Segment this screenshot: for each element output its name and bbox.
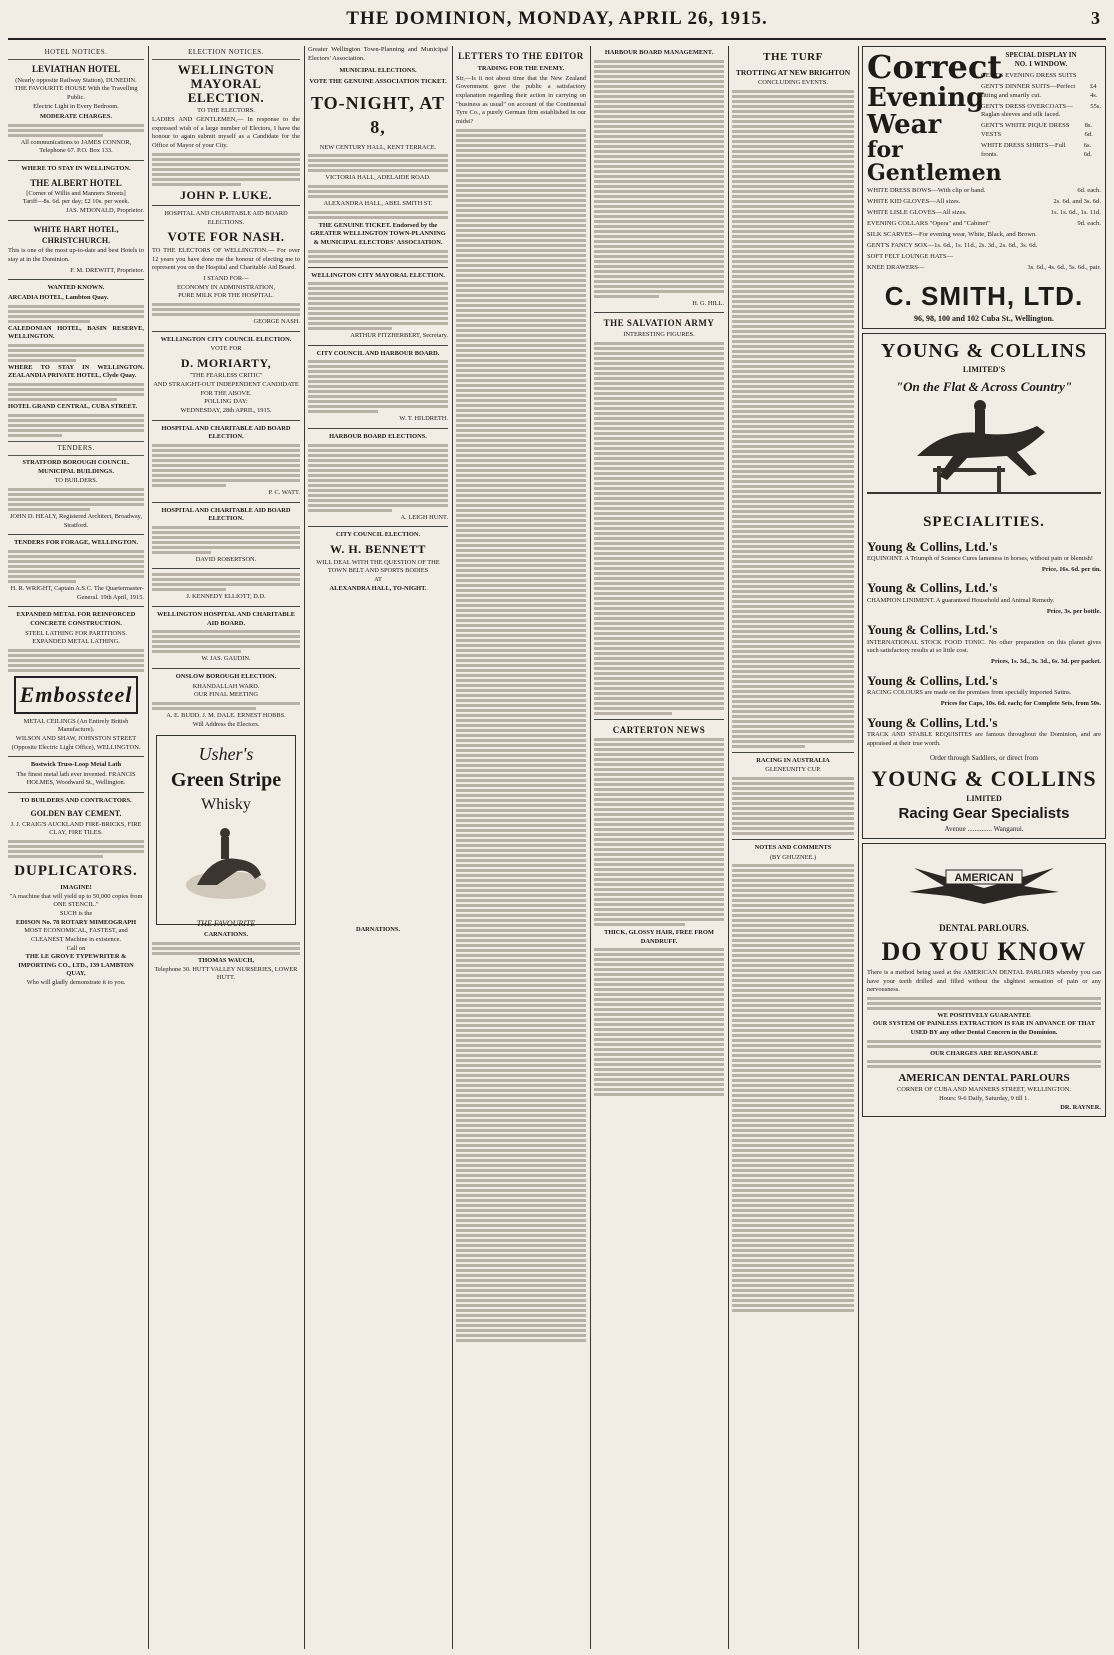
price-item: KNEE DRAWERS— 3s. 6d., 4s. 6d., 5s. 6d., pair. <box>867 263 1101 271</box>
article-subheading: CONCLUDING EVENTS. <box>758 78 828 86</box>
ad-text: P. C. WATT. <box>268 488 300 496</box>
american-label: AMERICAN <box>954 872 1014 885</box>
ad-text: F. M. DREWITT, Proprietor. <box>70 266 144 274</box>
evening-wear-advertisement <box>862 46 1106 329</box>
brand-name: Whisky <box>201 795 251 813</box>
column-letters-continued <box>594 46 724 1649</box>
ad-text: VICTORIA HALL, ADELAIDE ROAD. <box>325 174 431 182</box>
price-item: WHITE DRESS SHIRTS—Full fronts. 6s. 6d. <box>981 142 1092 158</box>
horse-jumping-illustration <box>867 396 1101 506</box>
page-columns <box>8 46 1106 1649</box>
ad-text: STEEL LATHING FOR PARTITIONS. <box>25 629 127 637</box>
ad-text: THE FAVOURITE HOUSE With the Travelling Public. <box>14 85 138 101</box>
price-item: GENT'S EVENING DRESS SUITS <box>981 71 1077 79</box>
ad-heading: VOTE FOR NASH. <box>167 229 285 245</box>
masthead <box>8 6 1106 40</box>
column-turf <box>732 46 854 1649</box>
ad-text: DAVID ROBERTSON. <box>195 555 257 563</box>
body-text-block <box>732 777 854 835</box>
product-block: Young & Collins, Ltd.'s RACING COLOURS are made on the premises from specially imported Satins. Prices for Caps, 10s. 6d. each; for Complete Sets, from 50s. <box>867 672 1101 707</box>
divider <box>308 267 448 268</box>
ad-heading: MUNICIPAL ELECTIONS. <box>339 66 417 74</box>
ad-text: Who will gladly demonstrate it to you. <box>26 979 126 987</box>
do-you-know-heading: DO YOU KNOW <box>881 936 1087 966</box>
section-heading: HOTEL NOTICES. <box>8 46 144 60</box>
divider <box>732 752 854 753</box>
article-heading: THE SALVATION ARMY <box>603 318 715 329</box>
ad-text: There is a method being used at the AMERICAN DENTAL PARLORS whereby you can have your teeth drilled and filled without the slightest sensation of pain or any nervousness. <box>867 968 1101 994</box>
ad-text: AT <box>374 575 382 583</box>
section-heading: LETTERS TO THE EDITOR <box>458 51 584 61</box>
ad-text: W. JAS. GAUDIN. <box>201 655 251 663</box>
body-text-block <box>152 630 300 653</box>
price-item: SOFT FELT LOUNGE HATS— <box>867 252 954 260</box>
specialities-heading: SPECIALITIES. <box>923 514 1045 531</box>
ad-text: Telephone 30. HUTT VALLEY NURSERIES, LOWER HUTT. <box>154 965 298 982</box>
parlours-hours: Hours: 9-6 Daily, Saturday, 9 till 1. <box>939 1094 1029 1102</box>
ad-text: EXPANDED METAL LATHING. <box>32 638 120 646</box>
ad-text: Electric Light in Every Bedroom. <box>33 102 119 110</box>
ad-heading: WELLINGTON CITY MAYORAL ELECTION. <box>311 271 445 279</box>
divider <box>8 756 144 757</box>
ad-heading: VOTE THE GENUINE ASSOCIATION TICKET. <box>309 78 447 86</box>
body-text-block <box>8 488 144 511</box>
product-block: Young & Collins, Ltd.'s CHAMPION LINIMENT. A guaranteed Household and Animal Remedy. Price, 3s. per bottle. <box>867 580 1101 615</box>
article-byline: (BY GHUZNEE.) <box>769 853 817 861</box>
letter-signature: H. G. HILL. <box>692 299 724 307</box>
racing-gear-heading: Racing Gear Specialists <box>898 805 1070 823</box>
ad-text: KHANDALLAH WARD. <box>192 682 260 690</box>
column-rule <box>148 46 149 1649</box>
parlours-address: CORNER OF CUBA AND MANNERS STREET, WELLINGTON. <box>897 1086 1071 1094</box>
slogan: "On the Flat & Across Country" <box>895 379 1073 395</box>
ad-heading: THE ALBERT HOTEL <box>30 177 122 188</box>
ad-text: EDISON No. 78 ROTARY MIMEOGRAPH <box>15 918 137 926</box>
ad-text: TO THE ELECTORS. <box>197 107 255 115</box>
body-text-block <box>867 997 1101 1010</box>
ad-heading: TO BUILDERS AND CONTRACTORS. <box>20 797 132 805</box>
ad-heading: DARNATIONS. <box>355 926 401 934</box>
limited-label: LIMITED <box>966 793 1002 803</box>
ad-heading: WHERE TO STAY IN WELLINGTON. <box>21 165 131 173</box>
ad-text: JAS. M'DONALD, Proprietor. <box>65 207 144 215</box>
ad-text: OUR FINAL MEETING <box>193 691 259 699</box>
ad-heading: WELLINGTON MAYORAL ELECTION. <box>177 62 275 105</box>
body-text-block <box>308 185 448 198</box>
ad-text: (Nearly opposite Railway Station), DUNEDIN. <box>15 76 137 84</box>
brand-name: Green Stripe <box>170 768 282 791</box>
body-text-block <box>8 649 144 672</box>
product-block: Young & Collins, Ltd.'s EQUINOINT. A Triumph of Science Cures lameness in horses, without pain or blemish! Price, 16s. 6d. per tin. <box>867 538 1101 573</box>
divider <box>8 606 144 607</box>
section-heading: THE TURF <box>763 51 823 63</box>
ad-text: Tariff—8s. 6d. per day; £2 10s. per week. <box>22 198 130 206</box>
ad-text: OUR SYSTEM OF PAINLESS EXTRACTION IS FAR IN ADVANCE OF THAT USED BY any other Dental Concern in the Dominion. <box>873 1020 1095 1037</box>
column-rule <box>304 46 305 1649</box>
body-text-block <box>456 129 586 1342</box>
body-text-block <box>8 383 144 401</box>
ad-heading: THICK, GLOSSY HAIR, FREE FROM DANDRUFF. <box>604 929 714 945</box>
c-smith-address: 96, 98, 100 and 102 Cuba St., Wellington. <box>914 313 1054 323</box>
body-text-block <box>8 305 144 323</box>
whisky-advertisement <box>156 735 296 928</box>
newspaper-title: THE DOMINION, MONDAY, APRIL 26, 1915. <box>346 8 768 29</box>
ad-text: A. E. BUDD. J. M. DALE. ERNEST HOBBS. <box>166 711 286 719</box>
column-rule <box>858 46 859 1649</box>
column-hotel-notices <box>8 46 144 1649</box>
correct-evening-wear-title: Correct Evening Wear for Gentlemen <box>867 48 1003 187</box>
ad-text: CALEDONIAN HOTEL, BASIN RESERVE, WELLINGTON. <box>8 324 144 341</box>
letter-text: Sir,—Is it not about time that the New Zealand Government gave the public a satisfactory explanation regarding their action in carrying on "business as usual" on account of the Continental Tyre Co., a purely German firm established in our midst? <box>456 74 586 125</box>
ad-text: HOTEL GRAND CENTRAL, CUBA STREET. <box>8 403 138 411</box>
body-text-block <box>308 250 448 263</box>
divider <box>152 420 300 421</box>
divider <box>8 279 144 280</box>
ad-text: ECONOMY IN ADMINISTRATION, <box>177 283 275 291</box>
address: Avenue .............. Wanganui. <box>944 824 1024 833</box>
ad-text: WE POSITIVELY GUARANTEE <box>937 1011 1031 1019</box>
ad-text: ARCADIA HOTEL, Lambton Quay. <box>8 293 109 301</box>
body-text-block <box>867 1060 1101 1068</box>
body-text-block <box>152 942 300 955</box>
body-text-block <box>308 360 448 413</box>
ad-text: W. T. HILDRETH. <box>399 415 448 423</box>
ad-text: HOSPITAL AND CHARITABLE AID BOARD ELECTIONS. <box>164 210 288 226</box>
article-heading: RACING IN AUSTRALIA <box>756 756 830 764</box>
ad-text: PURE MILK FOR THE HOSPITAL. <box>178 292 274 300</box>
ad-text: AND STRAIGHT-OUT INDEPENDENT CANDIDATE FOR THE ABOVE. <box>153 381 299 397</box>
ad-text: GEORGE NASH. <box>253 317 300 325</box>
blank-space <box>308 593 448 923</box>
young-collins-advertisement <box>862 333 1106 839</box>
ad-text: "THE FEARLESS CRITIC" <box>189 372 263 380</box>
ad-text: WEDNESDAY, 28th APRIL, 1915. <box>180 407 272 414</box>
product-block: Young & Collins, Ltd.'s INTERNATIONAL STOCK FOOD TONIC. No other preparation on this planet gives such satisfactory results at so little cost. Prices, 1s. 3d., 3s. 3d., 6s. 3d. per packet. <box>867 622 1101 666</box>
divider <box>594 719 724 720</box>
column-municipal <box>308 46 448 1649</box>
candidate-name: D. MORIARTY, <box>180 355 272 370</box>
parlours-name: AMERICAN DENTAL PARLOURS <box>898 1072 1070 1085</box>
ad-heading: WELLINGTON CITY COUNCIL ELECTION. <box>160 335 292 343</box>
column-rule <box>590 46 591 1649</box>
ad-text: A. LEIGH HUNT. <box>400 513 448 521</box>
ad-text: NEW CENTURY HALL, KENT TERRACE. <box>319 143 437 151</box>
ad-text: ALEXANDRA HALL, TO-NIGHT. <box>329 584 427 592</box>
ad-text: MODERATE CHARGES. <box>40 113 112 121</box>
article-heading: NOTES AND COMMENTS <box>754 843 832 851</box>
divider <box>152 331 300 332</box>
divider <box>152 606 300 607</box>
candidate-name: W. H. BENNETT <box>329 541 427 556</box>
body-text-block <box>594 342 724 715</box>
order-text: Order through Saddlers, or direct from <box>929 754 1039 763</box>
ad-text: TO BUILDERS. <box>54 477 98 485</box>
price-item: WHITE DRESS BOWS—With clip or band. 6d. each. <box>867 187 1101 195</box>
body-text-block <box>594 738 724 926</box>
divider <box>308 345 448 346</box>
ad-text: TO THE ELECTORS OF WELLINGTON.— For over 12 years you have done me the honour of electing me to represent you on the Hospital and Charitable Aid Board. <box>152 247 300 272</box>
article-subheading: GLENEUNITY CUP. <box>765 766 821 774</box>
ad-text: POLLING DAY: <box>204 398 248 406</box>
ad-text: JOHN D. HEALY, Registered Architect, Broadway, Stratford. <box>9 513 143 529</box>
tonight-heading: TO-NIGHT, AT 8, <box>310 93 446 138</box>
price-item: WHITE KID GLOVES—All sizes. 2s. 6d. and 3s. 6d. <box>867 198 1101 206</box>
body-text-block <box>732 90 854 748</box>
ad-text: J. KENNEDY ELLIOTT, D.D. <box>186 593 266 601</box>
horse-rider-illustration <box>157 815 295 915</box>
ad-text: This is one of the most up-to-date and best Hotels to stay at in the Dominion. <box>8 247 144 263</box>
ad-heading: GOLDEN BAY CEMENT. <box>30 808 122 818</box>
divider <box>594 312 724 313</box>
ad-text: Call on <box>66 944 86 952</box>
product-block: Young & Collins, Ltd.'s TRACK AND STABLE REQUISITES are famous throughout the Dominion, and are appraised at their true worth. <box>867 714 1101 747</box>
divider <box>8 792 144 793</box>
column-rule <box>452 46 453 1649</box>
ad-heading: TENDERS FOR FORAGE, WELLINGTON. <box>14 539 138 547</box>
ad-text: THOMAS WAUCH, <box>198 956 254 964</box>
ad-text: [Corner of Willis and Manners Streets] <box>26 189 126 197</box>
article-heading: CARTERTON NEWS <box>612 725 706 736</box>
body-text-block <box>152 573 300 591</box>
ad-text: J. J. CRAIG'S AUCKLAND FIRE-BRICKS, FIRE CLAY, FIRE TILES. <box>10 820 142 837</box>
ad-text: MOST ECONOMICAL, FASTEST, and CLEANEST Machine in existence. <box>24 927 128 943</box>
body-text-block <box>308 211 448 219</box>
ad-heading: ONSLOW BOROUGH ELECTION. <box>175 673 277 681</box>
candidate-name: JOHN P. LUKE. <box>179 187 273 202</box>
divider <box>8 160 144 161</box>
body-text-block <box>732 864 854 1312</box>
body-text-block <box>8 414 144 437</box>
ad-text: LADIES AND GENTLEMEN,— In response to the expressed wish of a large number of Electors, I have the honour to again submit myself as a Candidate for the Office of Mayor of your City. <box>152 116 300 149</box>
divider <box>152 668 300 669</box>
ad-heading: WANTED KNOWN. <box>47 284 105 292</box>
ad-heading: WHITE HART HOTEL, CHRISTCHURCH. <box>33 224 119 245</box>
body-text-block <box>8 344 144 362</box>
dental-parlours-label: DENTAL PARLOURS. <box>939 922 1029 933</box>
body-text-block <box>152 153 300 186</box>
ad-text: ALEXANDRA HALL, ABEL SMITH ST. <box>323 199 433 207</box>
page-number: 3 <box>1091 8 1100 28</box>
section-heading: ELECTION NOTICES. <box>152 46 300 60</box>
ad-text: OUR CHARGES ARE REASONABLE <box>930 1049 1038 1057</box>
body-text-block <box>152 444 300 487</box>
ad-text: I STAND FOR— <box>203 275 249 282</box>
column-letters <box>456 46 586 1649</box>
body-text-block <box>152 702 300 710</box>
young-collins-logo: YOUNG & COLLINS <box>871 765 1097 791</box>
divider <box>152 568 300 569</box>
young-collins-logo: YOUNG & COLLINS <box>880 340 1088 363</box>
ad-heading: CITY COUNCIL ELECTION. <box>335 531 421 539</box>
divider <box>308 428 448 429</box>
body-text-block <box>8 124 144 137</box>
ad-text: H. R. WRIGHT, Captain A.S.C. The Quartermaster-General. 19th April, 1915. <box>10 585 144 601</box>
body-text-block <box>308 444 448 512</box>
ad-text: Greater Wellington Town-Planning and Municipal Electors' Association. <box>308 46 448 62</box>
column-election-notices <box>152 46 300 1649</box>
embossteel-logo: Embossteel <box>14 676 138 714</box>
ad-heading: EXPANDED METAL FOR REINFORCED CONCRETE CONSTRUCTION. <box>16 611 136 627</box>
divider <box>8 534 144 535</box>
doctor-name: DR. RAYNER. <box>1060 1103 1101 1111</box>
ad-text: WHERE TO STAY IN WELLINGTON. ZEALANDIA PRIVATE HOTEL, Clyde Quay. <box>8 363 144 380</box>
ad-text: All communications to JAMES CONNOR, Telephone 67. P.O. Box 133. <box>20 138 132 155</box>
ad-text: "A machine that will yield up to 50,000 copies from ONE STENCIL." <box>9 892 143 909</box>
price-item: WHITE LISLE GLOVES—All sizes. 1s. 1s. 6d., 1s. 11d. <box>867 209 1101 217</box>
divider <box>152 205 300 206</box>
ad-heading: WELLINGTON HOSPITAL AND CHARITABLE AID BOARD. <box>157 611 295 627</box>
body-text-block <box>308 154 448 172</box>
duplicators-heading: DUPLICATORS. <box>14 862 138 879</box>
body-text-block <box>308 282 448 330</box>
ad-text: VOTE FOR <box>210 345 242 353</box>
ad-text: The finest metal lath ever invented. FRANCIS HOLMES, Woodward St., Wellington. <box>16 770 136 787</box>
ad-text: WILL DEAL WITH THE QUESTION OF THE TOWN BELT AND SPORTS BODIES <box>316 558 440 575</box>
eagle-emblem-icon <box>904 848 1064 918</box>
body-text-block <box>152 526 300 554</box>
special-display: NO. 1 WINDOW. <box>1014 60 1068 69</box>
ad-heading: LEVIATHAN HOTEL <box>31 64 121 75</box>
ad-heading: STRATFORD BOROUGH COUNCIL. MUNICIPAL BUILDINGS. <box>22 459 130 475</box>
article-heading: TROTTING AT NEW BRIGHTON <box>735 67 851 77</box>
american-dental-advertisement <box>862 843 1106 1117</box>
body-text-block <box>8 550 144 583</box>
price-item: GENT'S WHITE PIQUE DRESS VESTS 8s. 6d. <box>981 122 1093 139</box>
ad-text: Will Address the Electors. <box>192 720 260 728</box>
price-item: GENT'S DRESS OVERCOATS—Raglan sleeves and silk faced. 55s. <box>981 102 1101 119</box>
limited-label: LIMITED'S <box>962 365 1006 375</box>
body-text-block <box>594 948 724 1096</box>
article-subheading: INTERESTING FIGURES. <box>623 331 695 339</box>
c-smith-logo: C. SMITH, LTD. <box>884 280 1084 311</box>
price-item: EVENING COLLARS "Opera" and "Cabinet" 9d. each. <box>867 220 1101 228</box>
ad-heading: Bostwick Truss-Loop Metal Lath <box>30 761 122 769</box>
ad-text: METAL CEILINGS (An Entirely British Manufacture). <box>23 717 129 734</box>
price-item: GENT'S DINNER SUITS—Perfect fitting and smartly cut. £4 4s. <box>981 82 1098 99</box>
price-item: GENT'S FANCY SOX—1s. 6d., 1s. 11d., 2s. 3d., 2s. 6d., 3s. 6d. <box>867 241 1038 249</box>
ad-heading: CARNATIONS. <box>203 931 249 939</box>
ad-heading: HARBOUR BOARD ELECTIONS. <box>329 433 427 441</box>
price-item: SILK SCARVES—For evening wear, White, Black, and Brown. <box>867 230 1037 238</box>
body-text-block <box>867 1040 1101 1048</box>
divider <box>732 839 854 840</box>
column-rule <box>728 46 729 1649</box>
ad-text: THE LE GROVE TYPEWRITER & IMPORTING CO., LTD., 139 LAMBTON QUAY, <box>18 953 134 978</box>
article-heading: HARBOUR BOARD MANAGEMENT. <box>604 49 714 56</box>
body-text-block <box>8 840 144 858</box>
ad-text: IMAGINE! <box>60 884 92 892</box>
divider <box>308 526 448 527</box>
body-text-block <box>152 303 300 316</box>
ad-heading: HOSPITAL AND CHARITABLE AID BOARD ELECTION. <box>161 506 291 523</box>
special-display: SPECIAL DISPLAY IN <box>1005 51 1077 59</box>
section-heading: TENDERS. <box>8 441 144 456</box>
brand-name: Usher's <box>198 744 254 765</box>
divider <box>152 502 300 503</box>
ad-text: WILSON AND SHAW, JOHNSTON STREET (Opposite Electric Light Office), WELLINGTON. <box>11 734 141 751</box>
column-display-ads <box>862 46 1106 1649</box>
whisky-caption: THE FAVOURITE <box>196 918 256 928</box>
letter-heading: TRADING FOR THE ENEMY. <box>477 65 565 73</box>
ad-heading: THE GENUINE TICKET. Endorsed by the GREATER WELLINGTON TOWN-PLANNING & MUNICIPAL ELECTORS' ASSOCIATION. <box>310 221 446 246</box>
ad-heading: CITY COUNCIL AND HARBOUR BOARD. <box>316 349 440 357</box>
ad-text: ARTHUR FITZHERBERT, Secretary. <box>350 332 448 340</box>
divider <box>8 220 144 221</box>
body-text-block <box>594 60 724 298</box>
ad-text: SUCH is the <box>59 909 93 917</box>
ad-heading: HOSPITAL AND CHARITABLE AID BOARD ELECTION. <box>161 424 291 441</box>
